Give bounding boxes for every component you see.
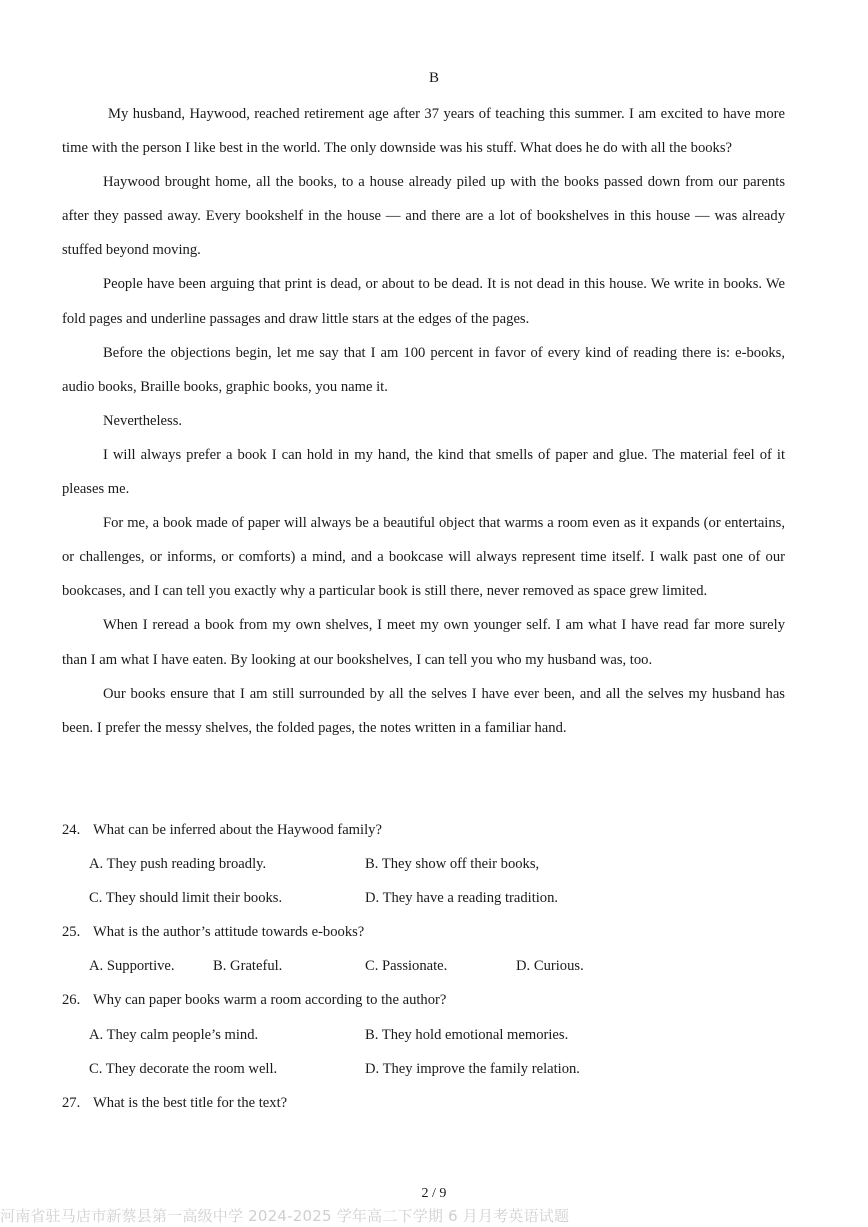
option-label: D. bbox=[516, 958, 531, 975]
option-c[interactable] bbox=[89, 1052, 277, 1086]
option-label: D. bbox=[365, 890, 380, 907]
passage-paragraph: Haywood brought home, all the books, to a house already piled up with the books passed down from our parents after they passed away. Every bookshelf in the house — and there are a lot of bookshelves in this house — was already stuffed beyond moving. bbox=[62, 174, 785, 259]
option-label: A. bbox=[89, 856, 104, 873]
question-number: 25. bbox=[62, 924, 81, 941]
option-a[interactable] bbox=[89, 949, 175, 983]
option-label: B. bbox=[365, 1026, 379, 1043]
option-d[interactable] bbox=[365, 881, 558, 915]
option-text: They calm people’s mind. bbox=[106, 1026, 259, 1043]
source-watermark: 河南省驻马店市新蔡县第一高级中学 2024-2025 学年高二下学期 6 月月考英语试题 bbox=[0, 1207, 570, 1225]
question-27 bbox=[62, 1086, 785, 1120]
option-c[interactable] bbox=[365, 949, 447, 983]
passage-paragraph: My husband, Haywood, reached retirement age after 37 years of teaching this summer. I am excited to have more time with the person I like best in the world. The only downside was his stuff. What does he do with all the books? bbox=[62, 106, 785, 157]
question-stem: Why can paper books warm a room according to the author? bbox=[93, 992, 447, 1009]
option-text: They have a reading tradition. bbox=[382, 890, 559, 907]
option-label: A. bbox=[89, 1026, 104, 1043]
option-text: They hold emotional memories. bbox=[381, 1026, 569, 1043]
options-row bbox=[62, 847, 785, 881]
option-a[interactable] bbox=[89, 1018, 258, 1052]
passage-paragraph: People have been arguing that print is dead, or about to be dead. It is not dead in this house. We write in books. We fold pages and underline passages and draw little stars at the edges of the pages. bbox=[62, 276, 785, 327]
option-text: They push reading broadly. bbox=[106, 856, 267, 873]
question-number: 26. bbox=[62, 992, 81, 1009]
option-text: Supportive. bbox=[106, 958, 175, 975]
option-b[interactable] bbox=[213, 949, 282, 983]
option-label: C. bbox=[365, 958, 379, 975]
passage-paragraph: I will always prefer a book I can hold in my hand, the kind that smells of paper and glue. The material feel of it pleases me. bbox=[62, 446, 785, 498]
question-25 bbox=[62, 915, 785, 949]
option-text: They show off their books, bbox=[381, 856, 540, 873]
question-24 bbox=[62, 813, 785, 847]
question-list bbox=[62, 813, 785, 1120]
passage-paragraph: For me, a book made of paper will always be a beautiful object that warms a room even as it expands (or entertains, or challenges, or informs, or comforts) a mind, and a bookcase will always represent time itself. I walk past one of our bookcases, and I can tell you exactly why a particular book is still there, never removed as space grew limited. bbox=[62, 515, 785, 600]
option-c[interactable] bbox=[89, 881, 282, 915]
option-text: Grateful. bbox=[230, 958, 283, 975]
passage-paragraph: Nevertheless. bbox=[103, 412, 183, 429]
option-label: C. bbox=[89, 890, 103, 907]
option-d[interactable] bbox=[365, 1052, 580, 1086]
option-text: They should limit their books. bbox=[105, 890, 283, 907]
option-a[interactable] bbox=[89, 847, 266, 881]
question-stem: What is the author’s attitude towards e-books? bbox=[93, 924, 365, 941]
question-stem: What is the best title for the text? bbox=[93, 1094, 288, 1111]
passage-paragraph: When I reread a book from my own shelves, I meet my own younger self. I am what I have read far more surely than I am what I have eaten. By looking at our bookshelves, I can tell you who my husband was, too. bbox=[62, 617, 785, 668]
options-row bbox=[62, 881, 785, 915]
option-text: Passionate. bbox=[382, 958, 448, 975]
section-title: B bbox=[428, 70, 439, 86]
passage-paragraph: Our books ensure that I am still surrounded by all the selves I have ever been, and all the selves my husband has been. I prefer the messy shelves, the folded pages, the notes written in a familiar hand. bbox=[62, 685, 785, 736]
option-d[interactable] bbox=[516, 949, 584, 983]
question-26 bbox=[62, 983, 785, 1017]
option-b[interactable] bbox=[365, 847, 539, 881]
option-label: B. bbox=[365, 856, 379, 873]
question-number: 27. bbox=[62, 1094, 81, 1111]
option-label: C. bbox=[89, 1060, 103, 1077]
option-text: Curious. bbox=[533, 958, 584, 975]
passage-paragraph: Before the objections begin, let me say that I am 100 percent in favor of every kind of reading there is: e-books, audio books, Braille books, graphic books, you name it. bbox=[62, 344, 785, 395]
question-stem: What can be inferred about the Haywood family? bbox=[93, 822, 382, 838]
option-b[interactable] bbox=[365, 1018, 568, 1052]
option-text: They improve the family relation. bbox=[382, 1060, 580, 1077]
option-text: They decorate the room well. bbox=[105, 1060, 278, 1077]
options-row bbox=[62, 1018, 785, 1052]
page-number: 2 / 9 bbox=[421, 1186, 447, 1201]
reading-passage bbox=[62, 97, 785, 745]
option-label: D. bbox=[365, 1060, 380, 1077]
question-number: 24. bbox=[62, 822, 81, 838]
option-label: A. bbox=[89, 958, 104, 975]
options-row bbox=[62, 949, 785, 983]
options-row bbox=[62, 1052, 785, 1086]
option-label: B. bbox=[213, 958, 227, 975]
